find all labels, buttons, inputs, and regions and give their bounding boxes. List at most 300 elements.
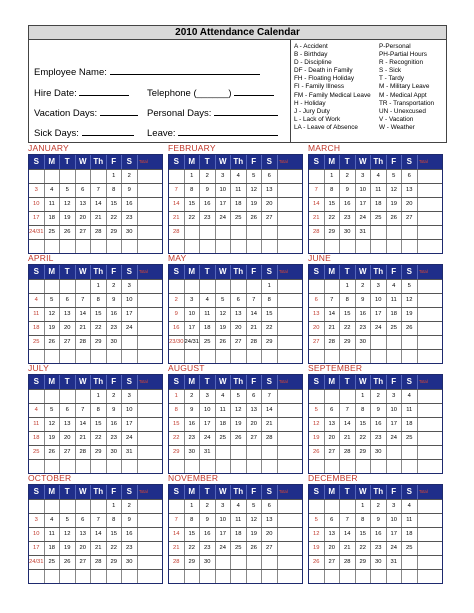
- day-cell[interactable]: 22: [356, 542, 372, 555]
- day-cell[interactable]: [340, 240, 356, 253]
- day-cell[interactable]: [262, 570, 278, 583]
- day-cell[interactable]: [91, 350, 107, 363]
- day-cell[interactable]: 19: [216, 322, 232, 335]
- day-cell[interactable]: 16: [371, 418, 387, 431]
- day-cell[interactable]: 24/31: [185, 336, 201, 349]
- day-cell[interactable]: [91, 500, 107, 513]
- day-cell[interactable]: 19: [402, 308, 418, 321]
- day-cell[interactable]: 5: [247, 170, 263, 183]
- day-cell[interactable]: 28: [325, 336, 341, 349]
- day-cell[interactable]: 6: [262, 170, 278, 183]
- day-cell[interactable]: 4: [200, 294, 216, 307]
- day-cell[interactable]: [60, 570, 76, 583]
- day-cell[interactable]: 14: [340, 528, 356, 541]
- day-cell[interactable]: [169, 570, 185, 583]
- day-cell[interactable]: 8: [356, 404, 372, 417]
- day-cell[interactable]: 14: [247, 308, 263, 321]
- day-cell[interactable]: 8: [185, 514, 201, 527]
- day-cell[interactable]: 17: [216, 528, 232, 541]
- week-total-cell[interactable]: [278, 170, 290, 183]
- week-total-cell[interactable]: [138, 390, 150, 403]
- day-cell[interactable]: 30: [356, 336, 372, 349]
- day-cell[interactable]: 4: [371, 170, 387, 183]
- day-cell[interactable]: 21: [340, 432, 356, 445]
- day-cell[interactable]: [60, 500, 76, 513]
- day-cell[interactable]: 16: [371, 528, 387, 541]
- day-cell[interactable]: 31: [356, 226, 372, 239]
- day-cell[interactable]: [340, 350, 356, 363]
- day-cell[interactable]: 8: [107, 184, 123, 197]
- day-cell[interactable]: 4: [29, 404, 45, 417]
- day-cell[interactable]: 27: [262, 542, 278, 555]
- day-cell[interactable]: 3: [29, 514, 45, 527]
- week-total-cell[interactable]: [418, 184, 430, 197]
- day-cell[interactable]: 11: [231, 184, 247, 197]
- day-cell[interactable]: [169, 240, 185, 253]
- day-cell[interactable]: 19: [60, 212, 76, 225]
- day-cell[interactable]: 11: [29, 418, 45, 431]
- day-cell[interactable]: 23: [371, 542, 387, 555]
- day-cell[interactable]: 18: [200, 322, 216, 335]
- day-cell[interactable]: [309, 170, 325, 183]
- day-cell[interactable]: 15: [185, 528, 201, 541]
- day-cell[interactable]: [371, 336, 387, 349]
- week-total-cell[interactable]: [138, 418, 150, 431]
- day-cell[interactable]: 29: [262, 336, 278, 349]
- day-cell[interactable]: 7: [262, 390, 278, 403]
- day-cell[interactable]: 22: [169, 432, 185, 445]
- day-cell[interactable]: 2: [371, 390, 387, 403]
- week-total-cell[interactable]: [418, 322, 430, 335]
- day-cell[interactable]: [247, 350, 263, 363]
- day-cell[interactable]: 15: [107, 528, 123, 541]
- day-cell[interactable]: [247, 446, 263, 459]
- day-cell[interactable]: 8: [356, 514, 372, 527]
- day-cell[interactable]: 7: [169, 184, 185, 197]
- day-cell[interactable]: [340, 500, 356, 513]
- day-cell[interactable]: 26: [45, 446, 61, 459]
- day-cell[interactable]: 2: [122, 170, 138, 183]
- day-cell[interactable]: [200, 280, 216, 293]
- day-cell[interactable]: [29, 500, 45, 513]
- day-cell[interactable]: 9: [122, 514, 138, 527]
- day-cell[interactable]: [262, 226, 278, 239]
- day-cell[interactable]: [325, 240, 341, 253]
- day-cell[interactable]: 27: [60, 446, 76, 459]
- day-cell[interactable]: [262, 350, 278, 363]
- day-cell[interactable]: 7: [76, 404, 92, 417]
- day-cell[interactable]: 7: [91, 184, 107, 197]
- day-cell[interactable]: 22: [91, 432, 107, 445]
- day-cell[interactable]: 14: [91, 528, 107, 541]
- day-cell[interactable]: [45, 350, 61, 363]
- day-cell[interactable]: 24: [387, 542, 403, 555]
- day-cell[interactable]: 25: [216, 432, 232, 445]
- week-total-cell[interactable]: [418, 390, 430, 403]
- day-cell[interactable]: 18: [231, 528, 247, 541]
- day-cell[interactable]: 11: [402, 514, 418, 527]
- day-cell[interactable]: 11: [371, 184, 387, 197]
- day-cell[interactable]: [45, 460, 61, 473]
- day-cell[interactable]: 1: [340, 280, 356, 293]
- day-cell[interactable]: 31: [387, 556, 403, 569]
- week-total-cell[interactable]: [418, 542, 430, 555]
- day-cell[interactable]: 2: [185, 390, 201, 403]
- day-cell[interactable]: 26: [216, 336, 232, 349]
- day-cell[interactable]: 14: [91, 198, 107, 211]
- day-cell[interactable]: 8: [262, 294, 278, 307]
- day-cell[interactable]: [231, 240, 247, 253]
- day-cell[interactable]: 10: [122, 404, 138, 417]
- day-cell[interactable]: [185, 460, 201, 473]
- day-cell[interactable]: [45, 500, 61, 513]
- day-cell[interactable]: 25: [29, 446, 45, 459]
- day-cell[interactable]: 4: [216, 390, 232, 403]
- day-cell[interactable]: 26: [60, 226, 76, 239]
- day-cell[interactable]: 13: [325, 528, 341, 541]
- day-cell[interactable]: [356, 570, 372, 583]
- day-cell[interactable]: [231, 350, 247, 363]
- day-cell[interactable]: 9: [185, 404, 201, 417]
- day-cell[interactable]: 7: [340, 514, 356, 527]
- day-cell[interactable]: 16: [107, 418, 123, 431]
- day-cell[interactable]: 28: [309, 226, 325, 239]
- day-cell[interactable]: 17: [29, 542, 45, 555]
- day-cell[interactable]: [387, 446, 403, 459]
- day-cell[interactable]: [247, 280, 263, 293]
- week-total-cell[interactable]: [418, 294, 430, 307]
- day-cell[interactable]: 1: [91, 280, 107, 293]
- day-cell[interactable]: 20: [402, 198, 418, 211]
- day-cell[interactable]: 28: [169, 556, 185, 569]
- day-cell[interactable]: 19: [45, 322, 61, 335]
- week-total-cell[interactable]: [418, 198, 430, 211]
- day-cell[interactable]: 5: [45, 404, 61, 417]
- day-cell[interactable]: 20: [262, 198, 278, 211]
- day-cell[interactable]: 21: [309, 212, 325, 225]
- day-cell[interactable]: [371, 460, 387, 473]
- day-cell[interactable]: 18: [231, 198, 247, 211]
- day-cell[interactable]: [107, 350, 123, 363]
- day-cell[interactable]: [231, 556, 247, 569]
- day-cell[interactable]: 2: [200, 500, 216, 513]
- day-cell[interactable]: [91, 170, 107, 183]
- day-cell[interactable]: 16: [122, 198, 138, 211]
- day-cell[interactable]: [60, 390, 76, 403]
- day-cell[interactable]: 23: [200, 212, 216, 225]
- day-cell[interactable]: 10: [122, 294, 138, 307]
- day-cell[interactable]: 27: [262, 212, 278, 225]
- vacation-days-field[interactable]: [34, 107, 138, 119]
- day-cell[interactable]: [262, 460, 278, 473]
- day-cell[interactable]: 4: [45, 514, 61, 527]
- day-cell[interactable]: 19: [387, 198, 403, 211]
- week-total-cell[interactable]: [418, 226, 430, 239]
- day-cell[interactable]: [371, 350, 387, 363]
- day-cell[interactable]: 4: [29, 294, 45, 307]
- week-total-cell[interactable]: [138, 280, 150, 293]
- day-cell[interactable]: [216, 240, 232, 253]
- day-cell[interactable]: 1: [325, 170, 341, 183]
- week-total-cell[interactable]: [418, 336, 430, 349]
- day-cell[interactable]: 19: [45, 432, 61, 445]
- day-cell[interactable]: 12: [247, 184, 263, 197]
- week-total-cell[interactable]: [138, 170, 150, 183]
- day-cell[interactable]: 16: [200, 528, 216, 541]
- day-cell[interactable]: 24: [216, 542, 232, 555]
- day-cell[interactable]: [216, 446, 232, 459]
- week-total-cell[interactable]: [138, 514, 150, 527]
- day-cell[interactable]: [309, 280, 325, 293]
- day-cell[interactable]: 24: [216, 212, 232, 225]
- day-cell[interactable]: 8: [185, 184, 201, 197]
- day-cell[interactable]: 12: [309, 528, 325, 541]
- day-cell[interactable]: 16: [340, 198, 356, 211]
- day-cell[interactable]: 22: [262, 322, 278, 335]
- day-cell[interactable]: 16: [200, 198, 216, 211]
- day-cell[interactable]: 11: [45, 198, 61, 211]
- day-cell[interactable]: 31: [122, 446, 138, 459]
- day-cell[interactable]: 25: [231, 542, 247, 555]
- day-cell[interactable]: 30: [185, 446, 201, 459]
- week-total-cell[interactable]: [278, 542, 290, 555]
- day-cell[interactable]: 3: [200, 390, 216, 403]
- day-cell[interactable]: [309, 350, 325, 363]
- day-cell[interactable]: 17: [122, 308, 138, 321]
- day-cell[interactable]: 15: [356, 528, 372, 541]
- week-total-cell[interactable]: [138, 226, 150, 239]
- day-cell[interactable]: 22: [185, 542, 201, 555]
- day-cell[interactable]: 20: [309, 322, 325, 335]
- day-cell[interactable]: 13: [262, 184, 278, 197]
- day-cell[interactable]: 13: [402, 184, 418, 197]
- day-cell[interactable]: 5: [247, 500, 263, 513]
- day-cell[interactable]: [29, 460, 45, 473]
- week-total-cell[interactable]: [278, 212, 290, 225]
- day-cell[interactable]: [169, 350, 185, 363]
- day-cell[interactable]: 28: [340, 556, 356, 569]
- day-cell[interactable]: [402, 240, 418, 253]
- day-cell[interactable]: 8: [169, 404, 185, 417]
- day-cell[interactable]: [262, 446, 278, 459]
- day-cell[interactable]: 23: [107, 432, 123, 445]
- day-cell[interactable]: 23: [122, 212, 138, 225]
- day-cell[interactable]: 29: [356, 556, 372, 569]
- day-cell[interactable]: [340, 460, 356, 473]
- day-cell[interactable]: 17: [122, 418, 138, 431]
- day-cell[interactable]: 16: [185, 418, 201, 431]
- day-cell[interactable]: 23: [371, 432, 387, 445]
- day-cell[interactable]: 14: [340, 418, 356, 431]
- day-cell[interactable]: 1: [107, 500, 123, 513]
- day-cell[interactable]: 3: [185, 294, 201, 307]
- day-cell[interactable]: [200, 240, 216, 253]
- day-cell[interactable]: [185, 240, 201, 253]
- day-cell[interactable]: [402, 350, 418, 363]
- day-cell[interactable]: [169, 280, 185, 293]
- day-cell[interactable]: 18: [45, 542, 61, 555]
- day-cell[interactable]: 27: [76, 226, 92, 239]
- day-cell[interactable]: 26: [387, 212, 403, 225]
- day-cell[interactable]: [76, 460, 92, 473]
- day-cell[interactable]: 11: [231, 514, 247, 527]
- day-cell[interactable]: 9: [356, 294, 372, 307]
- day-cell[interactable]: [60, 350, 76, 363]
- day-cell[interactable]: 10: [356, 184, 372, 197]
- week-total-cell[interactable]: [418, 528, 430, 541]
- day-cell[interactable]: 26: [45, 336, 61, 349]
- week-total-cell[interactable]: [138, 556, 150, 569]
- day-cell[interactable]: [216, 350, 232, 363]
- day-cell[interactable]: 2: [107, 390, 123, 403]
- week-total-cell[interactable]: [278, 336, 290, 349]
- week-total-cell[interactable]: [138, 350, 150, 363]
- week-total-cell[interactable]: [278, 514, 290, 527]
- day-cell[interactable]: [247, 226, 263, 239]
- day-cell[interactable]: 15: [91, 308, 107, 321]
- day-cell[interactable]: [76, 350, 92, 363]
- day-cell[interactable]: 7: [247, 294, 263, 307]
- day-cell[interactable]: 15: [356, 418, 372, 431]
- day-cell[interactable]: 27: [325, 556, 341, 569]
- day-cell[interactable]: [387, 240, 403, 253]
- day-cell[interactable]: [29, 350, 45, 363]
- day-cell[interactable]: 14: [169, 528, 185, 541]
- day-cell[interactable]: [231, 460, 247, 473]
- day-cell[interactable]: 17: [371, 308, 387, 321]
- week-total-cell[interactable]: [278, 350, 290, 363]
- day-cell[interactable]: [76, 500, 92, 513]
- day-cell[interactable]: [29, 390, 45, 403]
- day-cell[interactable]: [29, 240, 45, 253]
- day-cell[interactable]: [262, 556, 278, 569]
- day-cell[interactable]: 9: [122, 184, 138, 197]
- day-cell[interactable]: 15: [91, 418, 107, 431]
- day-cell[interactable]: 22: [91, 322, 107, 335]
- week-total-cell[interactable]: [278, 240, 290, 253]
- day-cell[interactable]: 15: [107, 198, 123, 211]
- day-cell[interactable]: 6: [325, 514, 341, 527]
- employee-name-field[interactable]: [34, 66, 260, 78]
- day-cell[interactable]: 20: [231, 322, 247, 335]
- day-cell[interactable]: 21: [169, 542, 185, 555]
- day-cell[interactable]: 6: [402, 170, 418, 183]
- week-total-cell[interactable]: [278, 280, 290, 293]
- day-cell[interactable]: [371, 570, 387, 583]
- day-cell[interactable]: 21: [76, 322, 92, 335]
- day-cell[interactable]: 17: [200, 418, 216, 431]
- day-cell[interactable]: 10: [216, 514, 232, 527]
- day-cell[interactable]: 3: [216, 170, 232, 183]
- day-cell[interactable]: 20: [76, 212, 92, 225]
- day-cell[interactable]: 27: [76, 556, 92, 569]
- day-cell[interactable]: 30: [122, 226, 138, 239]
- day-cell[interactable]: 3: [216, 500, 232, 513]
- day-cell[interactable]: [45, 170, 61, 183]
- day-cell[interactable]: 18: [29, 322, 45, 335]
- week-total-cell[interactable]: [278, 294, 290, 307]
- day-cell[interactable]: 10: [216, 184, 232, 197]
- day-cell[interactable]: [371, 240, 387, 253]
- day-cell[interactable]: [122, 240, 138, 253]
- week-total-cell[interactable]: [418, 432, 430, 445]
- day-cell[interactable]: 25: [45, 556, 61, 569]
- day-cell[interactable]: 18: [387, 308, 403, 321]
- day-cell[interactable]: 8: [91, 294, 107, 307]
- day-cell[interactable]: [200, 350, 216, 363]
- day-cell[interactable]: 29: [169, 446, 185, 459]
- day-cell[interactable]: 8: [107, 514, 123, 527]
- day-cell[interactable]: 12: [216, 308, 232, 321]
- week-total-cell[interactable]: [278, 446, 290, 459]
- day-cell[interactable]: [29, 570, 45, 583]
- day-cell[interactable]: 29: [107, 226, 123, 239]
- day-cell[interactable]: [169, 170, 185, 183]
- day-cell[interactable]: 16: [122, 528, 138, 541]
- day-cell[interactable]: 20: [262, 528, 278, 541]
- week-total-cell[interactable]: [278, 418, 290, 431]
- day-cell[interactable]: 3: [122, 390, 138, 403]
- week-total-cell[interactable]: [278, 404, 290, 417]
- week-total-cell[interactable]: [278, 226, 290, 239]
- day-cell[interactable]: 18: [45, 212, 61, 225]
- day-cell[interactable]: 14: [76, 308, 92, 321]
- day-cell[interactable]: 28: [247, 336, 263, 349]
- day-cell[interactable]: 9: [371, 404, 387, 417]
- week-total-cell[interactable]: [418, 446, 430, 459]
- day-cell[interactable]: 15: [169, 418, 185, 431]
- day-cell[interactable]: 16: [356, 308, 372, 321]
- week-total-cell[interactable]: [278, 500, 290, 513]
- day-cell[interactable]: [216, 460, 232, 473]
- day-cell[interactable]: 28: [76, 336, 92, 349]
- day-cell[interactable]: 22: [107, 212, 123, 225]
- day-cell[interactable]: 4: [402, 390, 418, 403]
- day-cell[interactable]: 27: [402, 212, 418, 225]
- day-cell[interactable]: [231, 446, 247, 459]
- day-cell[interactable]: [402, 556, 418, 569]
- day-cell[interactable]: 17: [356, 198, 372, 211]
- day-cell[interactable]: [60, 460, 76, 473]
- day-cell[interactable]: 11: [402, 404, 418, 417]
- day-cell[interactable]: [107, 240, 123, 253]
- day-cell[interactable]: [122, 460, 138, 473]
- day-cell[interactable]: 5: [387, 170, 403, 183]
- day-cell[interactable]: 5: [309, 514, 325, 527]
- week-total-cell[interactable]: [138, 198, 150, 211]
- day-cell[interactable]: 23: [200, 542, 216, 555]
- day-cell[interactable]: 10: [29, 198, 45, 211]
- day-cell[interactable]: 21: [247, 322, 263, 335]
- day-cell[interactable]: 27: [309, 336, 325, 349]
- day-cell[interactable]: 20: [325, 432, 341, 445]
- day-cell[interactable]: 8: [340, 294, 356, 307]
- week-total-cell[interactable]: [418, 404, 430, 417]
- day-cell[interactable]: [107, 570, 123, 583]
- day-cell[interactable]: 7: [169, 514, 185, 527]
- day-cell[interactable]: [231, 570, 247, 583]
- leave-field[interactable]: [147, 127, 278, 139]
- day-cell[interactable]: [45, 240, 61, 253]
- day-cell[interactable]: 28: [91, 556, 107, 569]
- day-cell[interactable]: [340, 570, 356, 583]
- day-cell[interactable]: [122, 570, 138, 583]
- week-total-cell[interactable]: [278, 322, 290, 335]
- day-cell[interactable]: 19: [309, 542, 325, 555]
- day-cell[interactable]: 30: [340, 226, 356, 239]
- week-total-cell[interactable]: [138, 212, 150, 225]
- week-total-cell[interactable]: [418, 460, 430, 473]
